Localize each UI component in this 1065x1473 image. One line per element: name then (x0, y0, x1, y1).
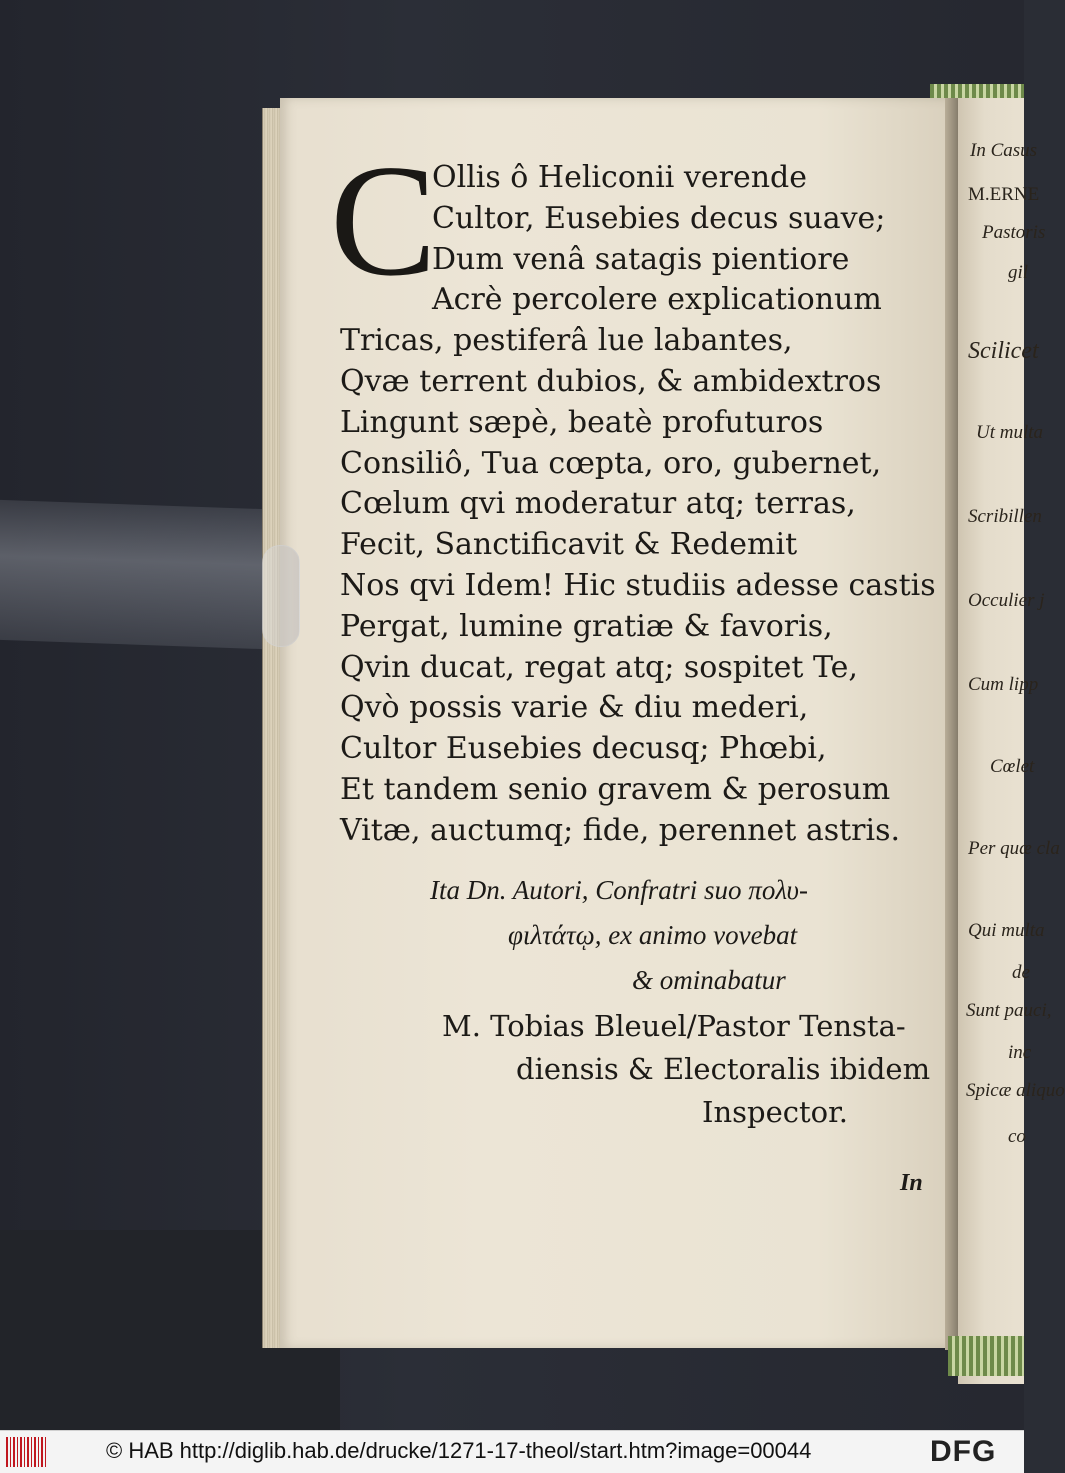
binding-band-bottom (948, 1336, 1024, 1376)
poem-line: Dum venâ satagis pientiore (432, 241, 850, 277)
facing-page-text: M.ERNE (968, 184, 1040, 205)
poem-line: Lingunt sæpè, beatè profuturos (340, 404, 824, 440)
clip-knob (262, 545, 300, 647)
facing-page-text: co (1008, 1126, 1026, 1147)
poem-line: Cultor Eusebies decusq; Phœbi, (340, 731, 827, 767)
poem-line: Cultor, Eusebies decus suave; (432, 200, 886, 236)
dedication (430, 868, 930, 1003)
poem-line: Acrè percolere explicationum (432, 282, 882, 318)
dedication-line: & ominabatur (632, 965, 786, 995)
signature (442, 1005, 942, 1134)
poem-line: Qvin ducat, regat atq; sospitet Te, (340, 649, 858, 685)
signature-line: diensis & Electoralis ibidem (516, 1052, 931, 1086)
poem-line: Cœlum qvi moderatur atq; terras, (340, 486, 856, 522)
facing-page-text: Spicæ aliquo (966, 1080, 1065, 1101)
barcode-icon (6, 1437, 48, 1467)
signature-line: Inspector. (702, 1095, 848, 1129)
footer-bar (0, 1430, 1024, 1473)
poem-line: Nos qvi Idem! Hic studiis adesse castis (340, 567, 936, 603)
poem-line: Qvò possis varie & diu mederi, (340, 690, 809, 726)
clip-strap (0, 500, 290, 650)
facing-page-text: Cum lipp (968, 674, 1039, 695)
facing-page-text: Scribillen (968, 506, 1042, 527)
facing-page-text: Per quæ cla (968, 838, 1060, 859)
poem-line: Pergat, lumine gratiæ & favoris, (340, 608, 833, 644)
dedication-line: Ita Dn. Autori, Confratri suo πολυ- (430, 875, 808, 905)
facing-page-text: Qui multa (968, 920, 1045, 941)
facing-page-text: de (1012, 962, 1030, 983)
catchword: In (900, 1170, 923, 1196)
poem-line: Tricas, pestiferâ lue labantes, (340, 323, 793, 359)
signature-line: M. Tobias Bleuel/Pastor Tensta- (442, 1009, 906, 1043)
poem-line: Et tandem senio gravem & perosum (340, 771, 891, 807)
binding-band-top (930, 84, 1024, 98)
facing-page-text: Ut multa (976, 422, 1044, 443)
facing-page-text: inc (1008, 1042, 1032, 1063)
facing-page-text: Cœlet (990, 756, 1035, 777)
poem-line: Qvæ terrent dubios, & ambidextros (340, 363, 882, 399)
facing-page-text: Sunt pauci, (966, 1000, 1052, 1021)
facing-page-text: gil (1008, 262, 1029, 283)
facing-page-text: Pastoris (982, 222, 1046, 243)
drop-cap: C (330, 131, 437, 309)
poem-text (340, 158, 940, 852)
dfg-logo: DFG (930, 1435, 997, 1468)
poem-line: Vitæ, auctumq; fide, perennet astris. (340, 812, 901, 848)
footer-credit: © HAB http://diglib.hab.de/drucke/1271-17-theol/start.htm?image=00044 (106, 1438, 812, 1463)
facing-page-text: Scilicet (968, 338, 1039, 364)
poem-line: Fecit, Sanctificavit & Redemit (340, 527, 798, 563)
poem-line: Ollis ô Heliconii verende (432, 160, 807, 195)
facing-page-text: Occulier j (968, 590, 1045, 611)
poem-line: Consiliô, Tua cœpta, oro, gubernet, (340, 445, 882, 481)
dedication-line: φιλτάτῳ, ex animo vovebat (508, 920, 798, 950)
facing-page-text: In Casus (970, 140, 1038, 161)
